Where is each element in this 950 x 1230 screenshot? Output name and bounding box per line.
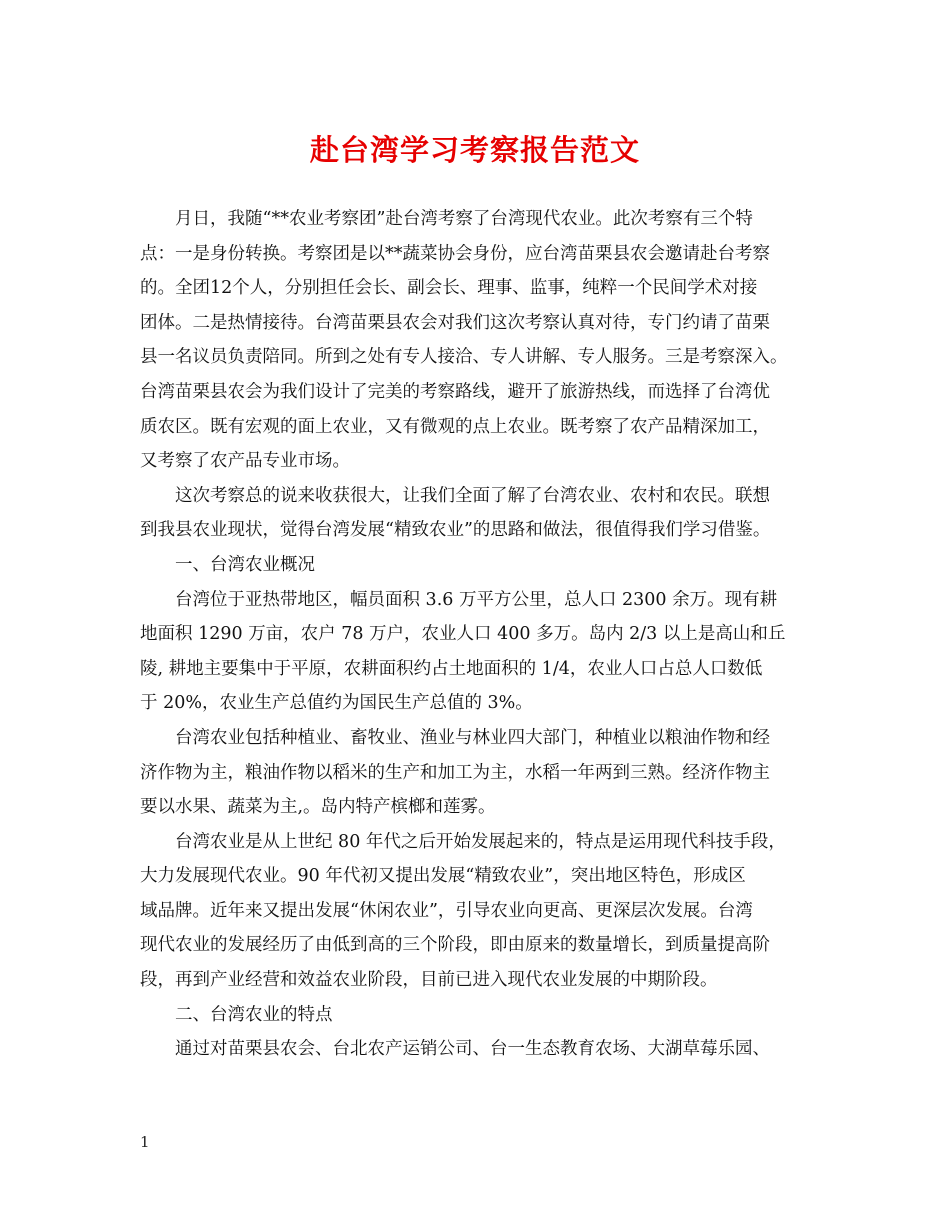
document-body xyxy=(140,202,830,1067)
text-line: 段，再到产业经营和效益农业阶段，目前已进入现代农业发展的中期阶段。 xyxy=(140,970,718,991)
text-line: 到我县农业现状，觉得台湾发展“精致农业”的思路和做法，很值得我们学习借鉴。 xyxy=(140,520,771,541)
paragraph-sectors xyxy=(140,721,830,825)
text-line: 的。全团12个人，分别担任会长、副会长、理事、监事，纯粹一个民间学术对接 xyxy=(140,278,758,299)
text-line: 县一名议员负责陪同。所到之处有专人接洽、专人讲解、专人服务。三是考察深入。 xyxy=(140,347,788,368)
text-line: 点：一是身份转换。考察团是以**蔬菜协会身份，应台湾苗栗县农会邀请赴台考察 xyxy=(140,243,770,264)
text-line: 地面积 1290 万亩，农户 78 万户，农业人口 400 多万。岛内 2/3 以上是高山和丘 xyxy=(140,624,786,645)
text-line: 台湾苗栗县农会为我们设计了完美的考察路线，避开了旅游热线，而选择了台湾优 xyxy=(140,381,770,402)
section-heading: 一、台湾农业概况 xyxy=(175,554,315,575)
text-line: 又考察了农产品专业市场。 xyxy=(140,451,350,472)
text-line: 团体。二是热情接待。台湾苗栗县农会对我们这次考察认真对待，专门约请了苗栗 xyxy=(140,312,770,333)
text-line: 质农区。既有宏观的面上农业，又有微观的点上农业。既考察了农产品精深加工， xyxy=(140,416,770,437)
section-heading-overview xyxy=(140,548,830,583)
text-line: 现代农业的发展经历了由低到高的三个阶段，即由原来的数量增长，到质量提高阶 xyxy=(140,935,770,956)
section-heading-features xyxy=(140,998,830,1033)
text-line: 台湾农业是从上世纪 80 年代之后开始发展起来的，特点是运用现代科技手段， xyxy=(175,831,786,852)
section-heading: 二、台湾农业的特点 xyxy=(175,1004,333,1025)
text-line: 台湾农业包括种植业、畜牧业、渔业与林业四大部门，种植业以粮油作物和经 xyxy=(175,727,770,748)
text-line: 月日，我随“**农业考察团”赴台湾考察了台湾现代农业。此次考察有三个特 xyxy=(175,209,753,229)
text-line: 陵, 耕地主要集中于平原，农耕面积约占土地面积的 1/4，农业人口占总人口数低 xyxy=(140,658,763,679)
paragraph-summary xyxy=(140,479,830,548)
text-line: 通过对苗栗县农会、台北农产运销公司、台一生态教育农场、大湖草莓乐园、 xyxy=(175,1039,770,1060)
paragraph-intro xyxy=(140,202,830,479)
text-line: 台湾位于亚热带地区，幅员面积 3.6 万平方公里，总人口 2300 余万。现有耕 xyxy=(175,589,778,610)
text-line: 要以水果、蔬菜为主,。岛内特产槟榔和莲雾。 xyxy=(140,797,496,818)
paragraph-development xyxy=(140,825,830,998)
text-line: 于 20%，农业生产总值约为国民生产总值的 3%。 xyxy=(140,693,533,714)
text-line: 域品牌。近年来又提出发展“休闲农业”，引导农业向更高、更深层次发展。台湾 xyxy=(140,900,753,921)
text-line: 济作物为主，粮油作物以稻米的生产和加工为主，水稻一年两到三熟。经济作物主 xyxy=(140,762,770,783)
paragraph-visits xyxy=(140,1032,830,1067)
paragraph-geography xyxy=(140,583,830,721)
page-number: 1 xyxy=(140,1133,150,1151)
document-title: 赴台湾学习考察报告范文 xyxy=(309,133,640,167)
text-line: 大力发展现代农业。90 年代初又提出发展“精致农业”，突出地区特色，形成区 xyxy=(140,866,746,887)
text-line: 这次考察总的说来收获很大，让我们全面了解了台湾农业、农村和农民。联想 xyxy=(175,485,770,506)
